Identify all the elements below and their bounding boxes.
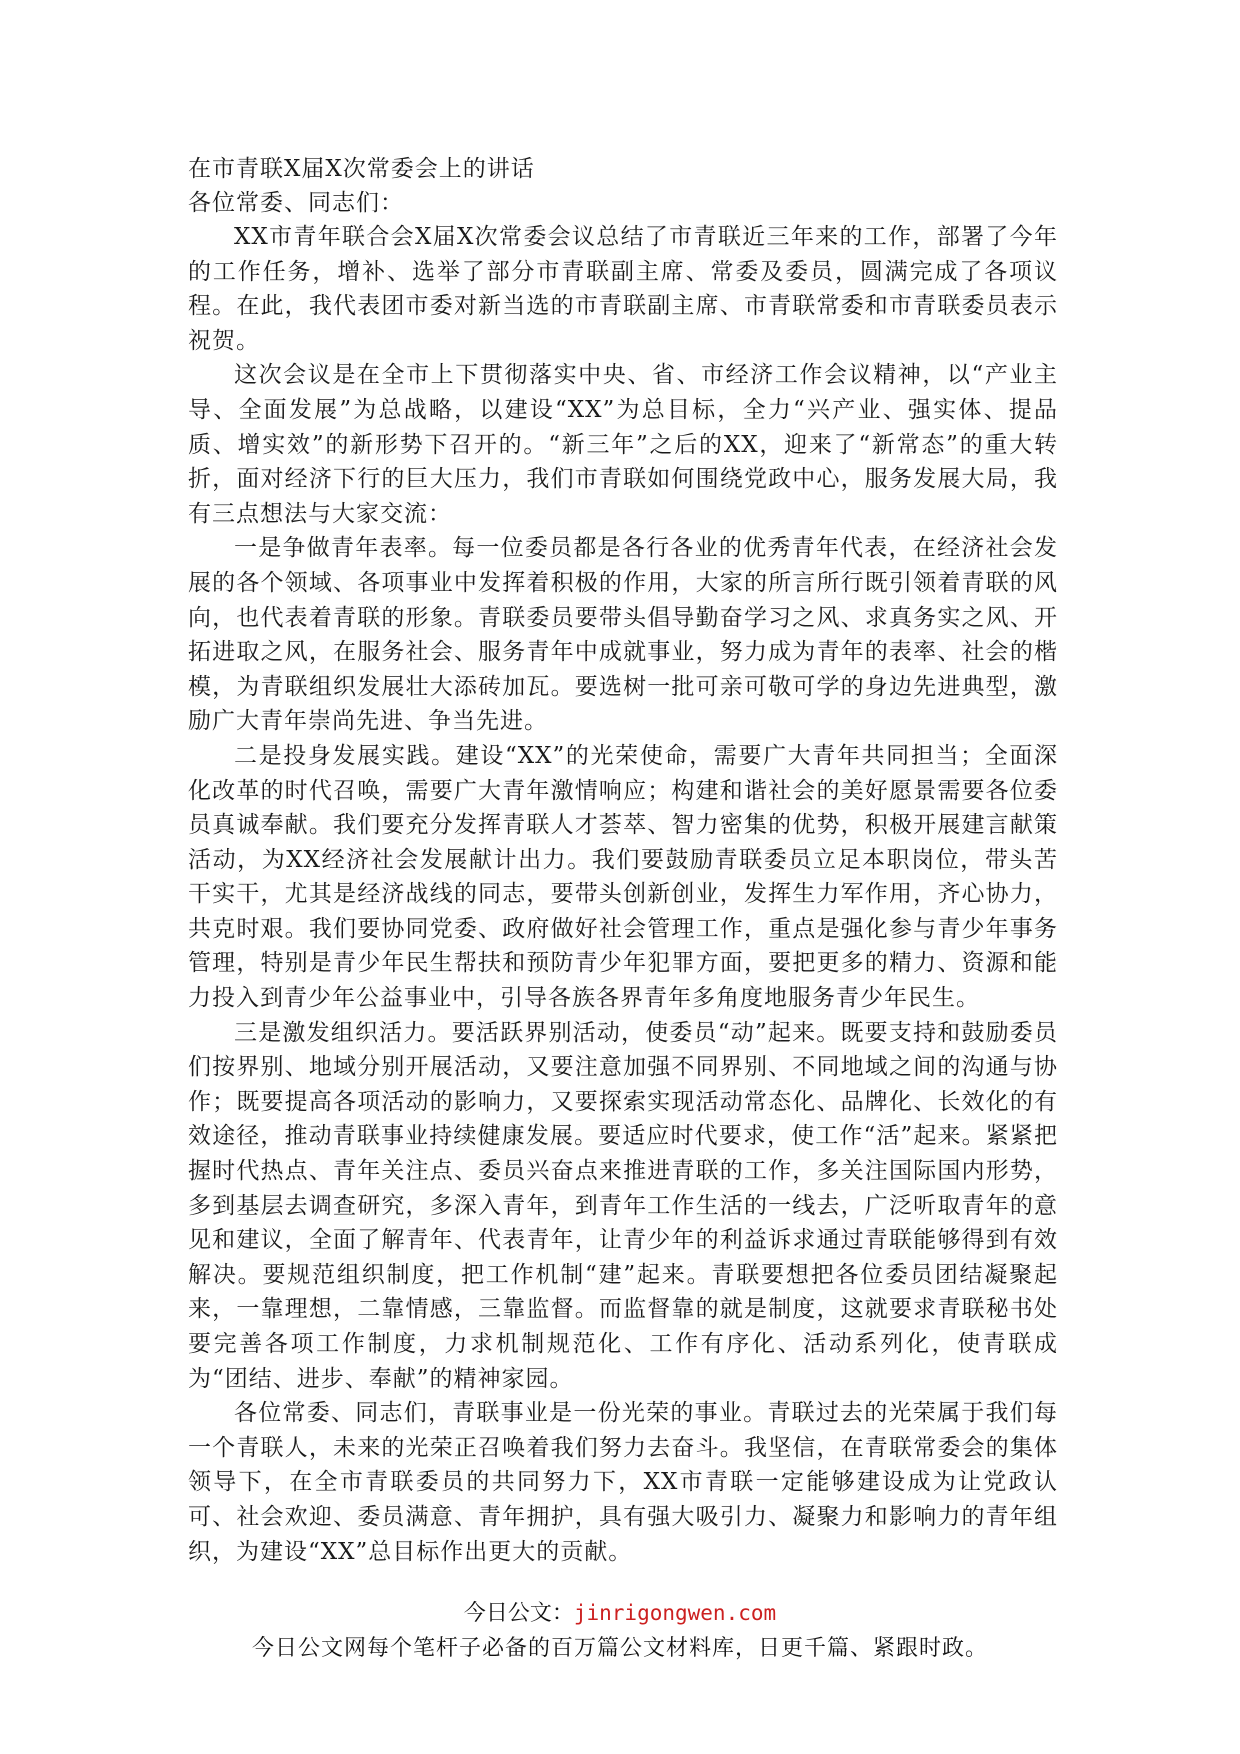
paragraph-4: 二是投身发展实践。建设“XX”的光荣使命，需要广大青年共同担当；全面深化改革的时代召唤，需要广大青年激情响应；构建和谐社会的美好愿景需要各位委员真诚奉献。我们要充分发挥青联人才荟萃、智力密集的优势，积极开展建言献策活动，为XX经济社会发展献计出力。我们要鼓励青联委员立足本职岗位，带头苦干实干，尤其是经济战线的同志，要带头创新创业，发挥生力军作用，齐心协力，共克时艰。我们要协同党委、政府做好社会管理工作，重点是强化参与青少年事务管理，特别是青少年民生帮扶和预防青少年犯罪方面，要把更多的精力、资源和能力投入到青少年公益事业中，引导各族各界青年多角度地服务青少年民生。 bbox=[188, 742, 1058, 1012]
paragraph-5: 三是激发组织活力。要活跃界别活动，使委员“动”起来。既要支持和鼓励委员们按界别、地域分别开展活动，又要注意加强不同界别、不同地域之间的沟通与协作；既要提高各项活动的影响力，又要探索实现活动常态化、品牌化、长效化的有效途径，推动青联事业持续健康发展。要适应时代要求，使工作“活”起来。紧紧把握时代热点、青年关注点、委员兴奋点来推进青联的工作，多关注国际国内形势，多到基层去调查研究，多深入青年，到青年工作生活的一线去，广泛听取青年的意见和建议，全面了解青年、代表青年，让青少年的利益诉求通过青联能够得到有效解决。要规范组织制度，把工作机制“建”起来。青联要想把各位委员团结凝聚起来，一靠理想，二靠情感，三靠监督。而监督靠的就是制度，这就要求青联秘书处要完善各项工作制度，力求机制规范化、工作有序化、活动系列化，使青联成为“团结、进步、奉献”的精神家园。 bbox=[188, 1019, 1058, 1392]
footer-site-label: 今日公文： bbox=[463, 1601, 574, 1626]
paragraph-3: 一是争做青年表率。每一位委员都是各行各业的优秀青年代表，在经济社会发展的各个领域、各项事业中发挥着积极的作用，大家的所言所行既引领着青联的风向，也代表着青联的形象。青联委员要带头倡导勤奋学习之风、求真务实之风、开拓进取之风，在服务社会、服务青年中成就事业，努力成为青年的表率、社会的楷模，为青联组织发展壮大添砖加瓦。要选树一批可亲可敬可学的身边先进典型，激励广大青年崇尚先进、争当先进。 bbox=[188, 535, 1058, 735]
footer-site-line bbox=[0, 1598, 1240, 1629]
document-body bbox=[188, 152, 1058, 1569]
salutation: 各位常委、同志们： bbox=[188, 190, 404, 216]
paragraph-1: XX市青年联合会X届X次常委会议总结了市青联近三年来的工作，部署了今年的工作任务，增补、选举了部分市青联副主席、常委及委员，圆满完成了各项议程。在此，我代表团市委对新当选的市青联副主席、市青联常委和市青联委员表示祝贺。 bbox=[188, 224, 1058, 354]
document-title: 在市青联X届X次常委会上的讲话 bbox=[188, 156, 535, 182]
paragraph-6: 各位常委、同志们，青联事业是一份光荣的事业。青联过去的光荣属于我们每一个青联人，未来的光荣正召唤着我们努力去奋斗。我坚信，在青联常委会的集体领导下，在全市青联委员的共同努力下，XX市青联一定能够建设成为让党政认可、社会欢迎、委员满意、青年拥护，具有强大吸引力、凝聚力和影响力的青年组织，为建设“XX”总目标作出更大的贡献。 bbox=[188, 1400, 1058, 1565]
footer-site-link[interactable]: jinrigongwen.com bbox=[573, 1601, 777, 1625]
footer-slogan: 今日公文网每个笔杆子必备的百万篇公文材料库，日更千篇、紧跟时政。 bbox=[251, 1636, 988, 1661]
paragraph-2: 这次会议是在全市上下贯彻落实中央、省、市经济工作会议精神，以“产业主导、全面发展”为总战略，以建设“XX”为总目标，全力“兴产业、强实体、提品质、增实效”的新形势下召开的。“新三年”之后的XX，迎来了“新常态”的重大转折，面对经济下行的巨大压力，我们市青联如何围绕党政中心，服务发展大局，我有三点想法与大家交流： bbox=[188, 362, 1058, 527]
